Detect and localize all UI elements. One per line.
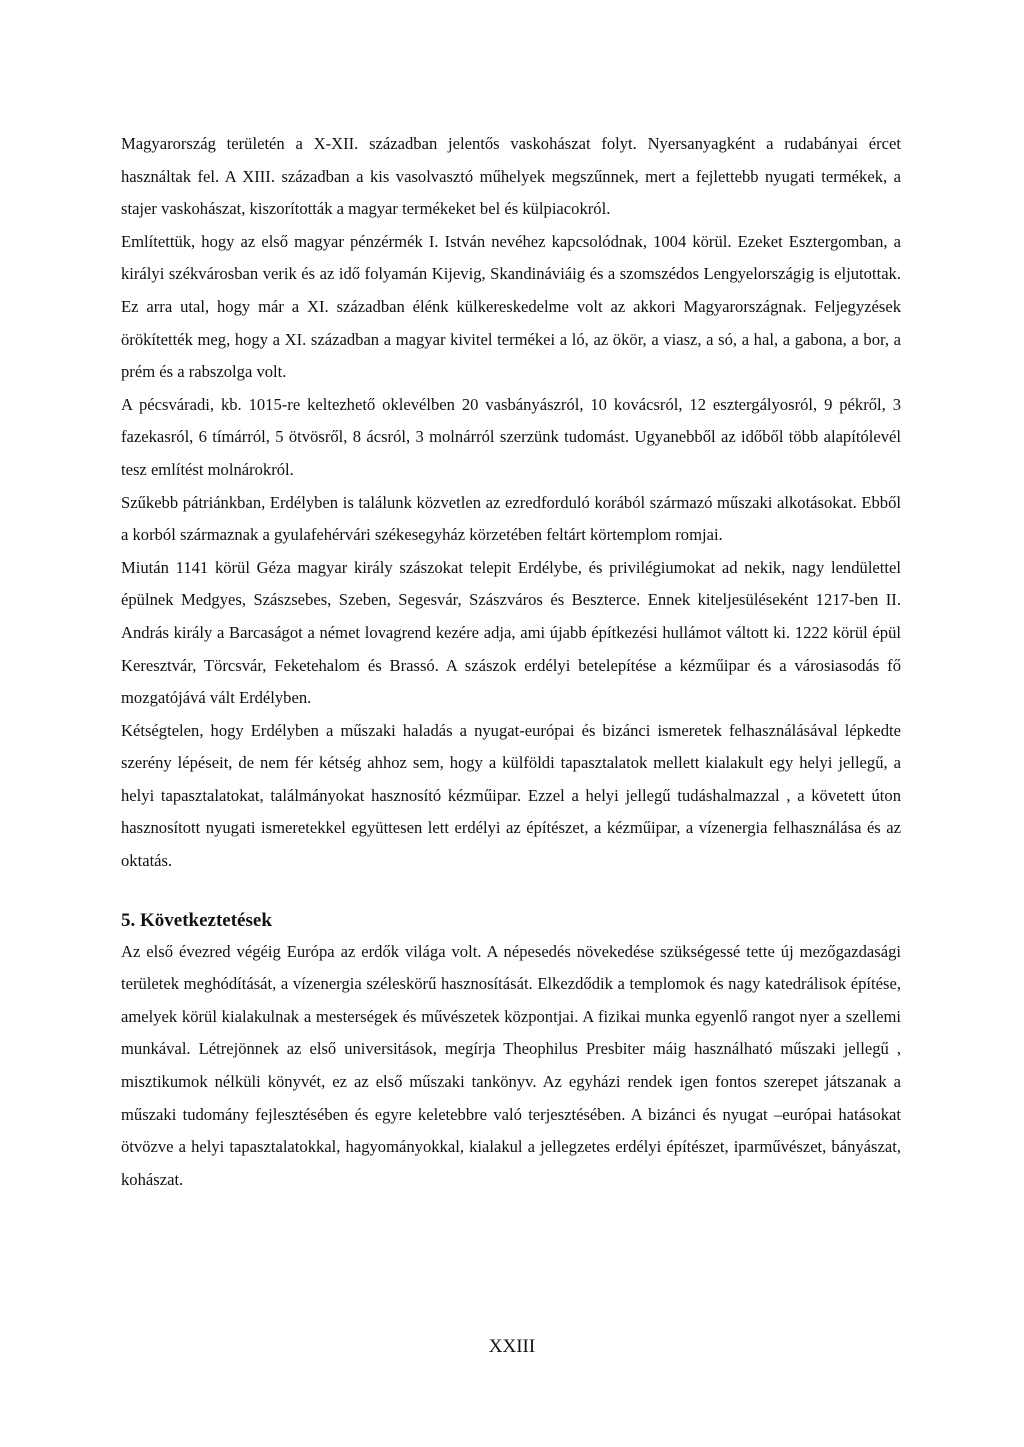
paragraph-coins: Említettük, hogy az első magyar pénzérmék I. István nevéhez kapcsolódnak, 1004 körül. Ezeket Esztergomban, a királyi székvárosban verik és az idő folyamán Kijevig, Skandináviáig és a szomszédos Lengyelországig is eljutottak. Ez arra utal, hogy már a XI. században élénk külkereskedelme volt az akkori Magyarországnak. Feljegyzések örökítették meg, hogy a XI. században a magyar kivitel termékei a ló, az ökör, a viasz, a só, a hal, a gabona, a bor, a prém és a rabszolga volt. [121, 231, 901, 382]
paragraph-conclusion: Az első évezred végéig Európa az erdők világa volt. A népesedés növekedése szükségessé tette új mezőgazdasági területek meghódítását, a vízenergia széleskörű hasznosítását. Elkezdődik a templomok és nagy katedrálisok építése, amelyek körül kialakulnak a mesterségek és művészetek központjai. A fizikai munka egyenlő rangot nyer a szellemi munkával. Létrejönnek az első universitások, megírja Theophilus Presbiter máig használható műszaki jellegű , misztikumok nélküli könyvét, ez az első műszaki tankönyv. Az egyházi rendek igen fontos szerepet játszanak a műszaki tudomány fejlesztésében és egyre keletebbre való terjesztésében. A bizánci és nyugat –európai hatásokat ötvözve a helyi tapasztalatokkal, hagyományokkal, kialakul a jellegzetes erdélyi építészet, iparművészet, bányászat, kohászat. [121, 941, 901, 1189]
paragraph-iron-metallurgy: Magyarország területén a X-XII. században jelentős vaskohászat folyt. Nyersanyagként a rudabányai ércet használtak fel. A XIII. században a kis vasolvasztó műhelyek megszűnnek, mert a fejlettebb nyugati termékek, a stajer vaskohászat, kiszorították a magyar termékeket bel és külpiacokról. [121, 134, 901, 219]
page-number: XXIII [488, 1336, 536, 1357]
paragraph-transylvania-works: Szűkebb pátriánkban, Erdélyben is találunk közvetlen az ezredforduló korából származó műszaki alkotásokat. Ebből a korból származnak a gyulafehérvári székesegyház körzetében feltárt körtemplom romjai. [121, 492, 901, 545]
paragraph-technical-progress: Kétségtelen, hogy Erdélyben a műszaki haladás a nyugat-európai és bizánci ismeretek felhasználásával lépkedte szerény lépéseit, de nem fér kétség ahhoz sem, hogy a külföldi tapasztalatok mellett kialakult egy helyi jellegű, a helyi tapasztalatokat, találmányokat hasznosító kézműipar. Ezzel a helyi jellegű tudáshalmazzal , a követett úton hasznosított nyugati ismeretekkel együttesen lett erdélyi az építészet, a kézműipar, a vízenergia felhasználása és az oktatás. [121, 720, 901, 871]
document-body [121, 128, 901, 1196]
section-heading: 5. Következtetések [121, 909, 272, 931]
paragraph-saxon-settlement: Miután 1141 körül Géza magyar király szászokat telepit Erdélybe, és privilégiumokat ad nekik, nagy lendülettel épülnek Medgyes, Szászsebes, Szeben, Segesvár, Szászváros és Beszterce. Ennek kiteljesüléseként 1217-ben II. András király a Barcaságot a német lovagrend kezére adja, ami újabb építkezési hullámot váltott ki. 1222 körül épül Keresztvár, Törcsvár, Feketehalom és Brassó. A szászok erdélyi betelepítése a kézműipar és a városiasodás fő mozgatójává vált Erdélyben. [121, 557, 901, 708]
paragraph-pecsvarad-charter: A pécsváradi, kb. 1015-re keltezhető oklevélben 20 vasbányászról, 10 kovácsról, 12 esztergályosról, 9 pékről, 3 fazekasról, 6 tímárról, 5 ötvösről, 8 ácsról, 3 molnárról szerzünk tudomást. Ugyanebből az időből több alapítólevél tesz említést molnárokról. [121, 394, 901, 479]
